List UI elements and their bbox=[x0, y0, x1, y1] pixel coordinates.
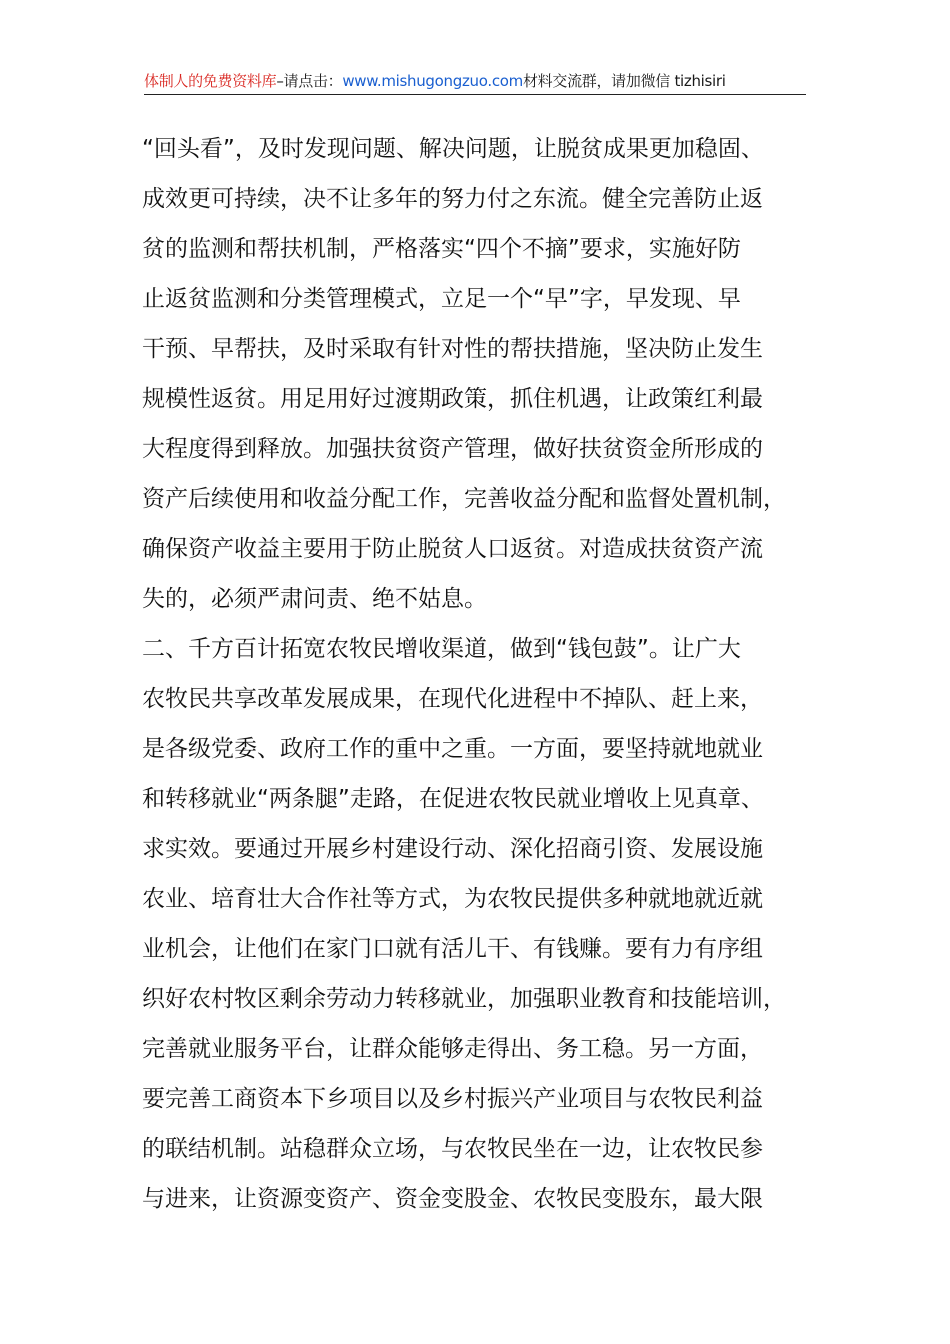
text-line: “回头看”，及时发现问题、解决问题，让脱贫成果更加稳固、 bbox=[142, 136, 764, 162]
header-suffix: 材料交流群，请加微信 tizhisiri bbox=[522, 72, 726, 90]
text-line: 和转移就业“两条腿”走路，在促进农牧民就业增收上见真章、 bbox=[142, 786, 764, 812]
text-line: 农牧民共享改革发展成果，在现代化进程中不掉队、赶上来， bbox=[142, 686, 763, 712]
text-line: 是各级党委、政府工作的重中之重。一方面，要坚持就地就业 bbox=[142, 736, 763, 762]
text-line: 农业、培育壮大合作社等方式，为农牧民提供多种就地就近就 bbox=[142, 886, 763, 912]
text-line: 贫的监测和帮扶机制，严格落实“四个不摘”要求，实施好防 bbox=[142, 236, 741, 262]
header-brand: 体制人的免费资料库 bbox=[144, 72, 277, 90]
header-prefix: –请点击： bbox=[276, 72, 343, 90]
text-line: 完善就业服务平台，让群众能够走得出、务工稳。另一方面， bbox=[142, 1036, 763, 1062]
text-line: 失的，必须严肃问责、绝不姑息。 bbox=[142, 586, 487, 612]
text-line: 要完善工商资本下乡项目以及乡村振兴产业项目与农牧民利益 bbox=[142, 1086, 763, 1112]
text-line: 确保资产收益主要用于防止脱贫人口返贫。对造成扶贫资产流 bbox=[142, 536, 763, 562]
text-line: 干预、早帮扶，及时采取有针对性的帮扶措施，坚决防止发生 bbox=[142, 336, 763, 362]
text-line: 大程度得到释放。加强扶贫资产管理，做好扶贫资金所形成的 bbox=[142, 436, 763, 462]
text-line: 与进来，让资源变资产、资金变股金、农牧民变股东，最大限 bbox=[142, 1186, 763, 1212]
text-line: 的联结机制。站稳群众立场，与农牧民坐在一边，让农牧民参 bbox=[142, 1136, 763, 1162]
text-line: 业机会，让他们在家门口就有活儿干、有钱赚。要有力有序组 bbox=[142, 936, 763, 962]
text-line: 求实效。要通过开展乡村建设行动、深化招商引资、发展设施 bbox=[142, 836, 763, 862]
section-heading-line: 二、千方百计拓宽农牧民增收渠道，做到“钱包鼓”。让广大 bbox=[142, 636, 741, 662]
text-line: 资产后续使用和收益分配工作，完善收益分配和监督处置机制， bbox=[142, 486, 786, 512]
text-line: 织好农村牧区剩余劳动力转移就业，加强职业教育和技能培训， bbox=[142, 986, 786, 1012]
text-line: 成效更可持续，决不让多年的努力付之东流。健全完善防止返 bbox=[142, 186, 763, 212]
document-body bbox=[142, 124, 822, 1224]
text-line: 止返贫监测和分类管理模式，立足一个“早”字，早发现、早 bbox=[142, 286, 741, 312]
page-header bbox=[144, 70, 806, 95]
text-line: 规模性返贫。用足用好过渡期政策，抓住机遇，让政策红利最 bbox=[142, 386, 763, 412]
header-url-link[interactable]: www.mishugongzuo.com bbox=[342, 72, 523, 90]
